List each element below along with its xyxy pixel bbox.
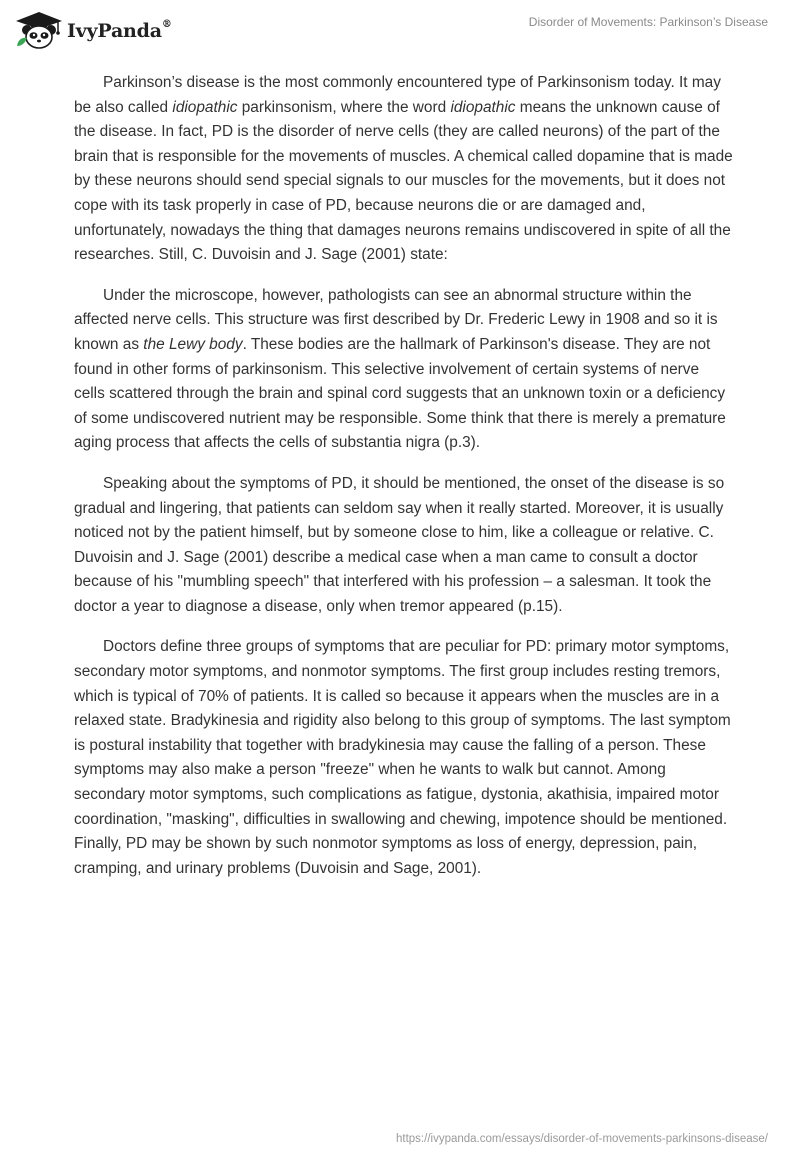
registered-mark: ® xyxy=(161,18,172,30)
paragraph-4: Doctors define three groups of symptoms that are peculiar for PD: primary motor symptoms, secondary motor symptoms, and nonmotor symptoms. The first group includes resting tremors, which is typical of 70% of patients. It is called so because it appears when the muscles are in a relaxed state. Bradykinesia and rigidity also belong to this group of symptoms. The last symptom is postural instability that together with bradykinesia may cause the falling of a person. These symptoms may also make a person "freeze" when he wants to walk but cannot. Among secondary motor symptoms, such complications as fatigue, dystonia, akathisia, impaired motor coordination, "masking", difficulties in swallowing and chewing, impotence should be mentioned. Finally, PD may be shown by such nonmotor symptoms as loss of energy, depression, pain, cramping, and urinary problems (Duvoisin and Sage, 2001). xyxy=(74,638,731,877)
essay-content xyxy=(74,71,734,897)
paragraph-1: Parkinson’s disease is the most commonly encountered type of Parkinsonism today. It may be also called idiopathic parkinsonism, where the word idiopathic means the unknown cause of the disease. In fact, PD is the disorder of nerve cells (they are called neurons) of the part of the brain that is responsible for the movements of muscles. A chemical called dopamine that is made by these neurons should send special signals to our muscles for the movements, but it does not cope with its task properly in case of PD, because neurons die or are damaged and, unfortunately, nowadays the thing that damages neurons remains undiscovered in spite of all the researches. Still, C. Duvoisin and J. Sage (2001) state: xyxy=(74,74,733,264)
page-header xyxy=(0,0,800,60)
block-quote: Under the microscope, however, pathologists can see an abnormal structure within the affected nerve cells. This structure was first described by Dr. Frederic Lewy in 1908 and so it is known as the Lewy body. These bodies are the hallmark of Parkinson's disease. They are not found in other forms of parkinsonism. This selective involvement of certain systems of nerve cells scattered through the brain and spinal cord suggests that an unknown toxin or a deficiency of some undiscovered nutrient may be responsible. Some think that there is merely a premature aging process that affects the cells of substantia nigra (p.3). xyxy=(74,286,726,452)
source-url[interactable]: https://ivypanda.com/essays/disorder-of-movements-parkinsons-disease/ xyxy=(396,1133,768,1145)
paragraph-3: Speaking about the symptoms of PD, it should be mentioned, the onset of the disease is so gradual and lingering, that patients can seldom say when it really started. Moreover, it is usually noticed not by the patient himself, but by someone close to him, like a colleague or relative. C. Duvoisin and J. Sage (2001) describe a medical case when a man came to consult a doctor because of his "mumbling speech" that interfered with his profession – a salesman. It took the doctor a year to diagnose a disease, only when tremor appeared (p.15). xyxy=(74,474,725,615)
brand-logo[interactable] xyxy=(14,10,184,50)
document-title: Disorder of Movements: Parkinson’s Disease xyxy=(528,15,768,29)
panda-graduate-icon xyxy=(14,10,64,50)
brand-name: IvyPanda® xyxy=(67,18,172,42)
